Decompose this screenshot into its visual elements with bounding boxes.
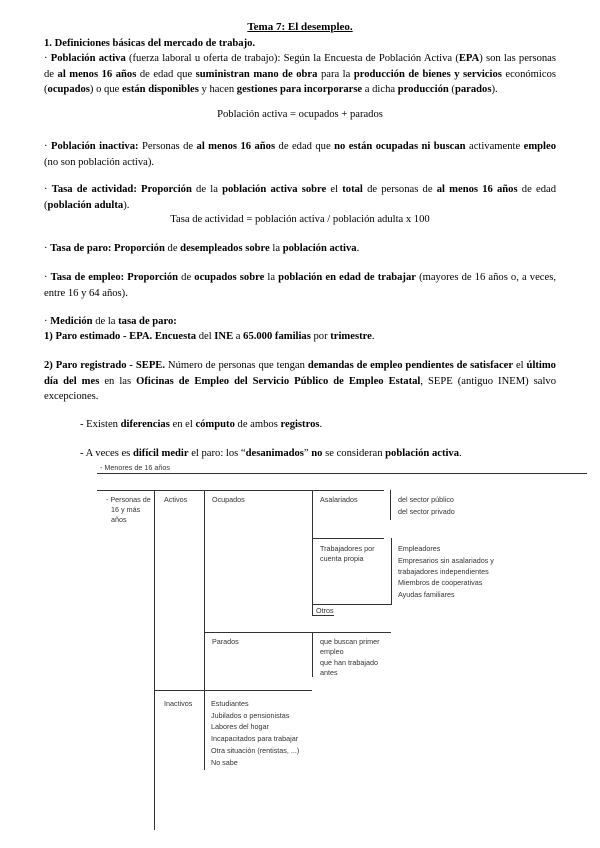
paragraph-medicion: · Medición de la tasa de paro:: [44, 316, 177, 327]
label-sector-publico: del sector público: [398, 495, 454, 504]
paragraph-poblacion-activa: · Población activa (fuerza laboral u oferta de trabajo): Según la Encuesta de Población Activa (EPA) son las personas de al menos 16 años de edad que suministran mano de obra para la producción de bienes y servicios económicos (ocupados) o que están disponibles y hacen gestiones para incorporarse a dicha producción (parados).: [44, 53, 556, 95]
label-labores-hogar: Labores del hogar: [211, 722, 269, 731]
label-sector-privado: del sector privado: [398, 507, 455, 516]
paragraph-tasa-empleo: · Tasa de empleo: Proporción de ocupados sobre la población en edad de trabajar (mayores de 16 años o, a veces, entre 16 y 64 años).: [44, 272, 556, 299]
label-cooperativas: Miembros de cooperativas: [398, 578, 483, 587]
label-otros: Otros: [316, 606, 334, 615]
label-inactivos: Inactivos: [164, 699, 193, 708]
paragraph-tasa-actividad: · Tasa de actividad: Proporción de la población activa sobre el total de personas de al menos 16 años de edad (población adulta).: [44, 184, 556, 211]
line-activos-left: [204, 490, 205, 690]
label-empleadores: Empleadores: [398, 544, 441, 553]
line-inactivos: [154, 690, 204, 691]
paragraph-paro-estimado: 1) Paro estimado - EPA. Encuesta del INE a 65.000 familias por trimestre.: [44, 331, 375, 342]
line-menores: [97, 473, 587, 474]
line-parados: [204, 632, 391, 633]
label-primer-empleo-line1: que buscan primer: [320, 637, 380, 646]
label-activos: Activos: [164, 495, 188, 504]
paragraph-tasa-paro: · Tasa de paro: Proporción de desempleados sobre la población activa.: [44, 243, 360, 254]
paragraph-paro-registrado: 2) Paro registrado - SEPE. Número de personas que tengan demandas de empleo pendientes de satisfacer el último día del mes en las Oficinas de Empleo del Servicio Público de Empleo Estatal, SEPE (antiguo INEM) salvo excepciones.: [44, 360, 556, 402]
label-estudiantes: Estudiantes: [211, 699, 249, 708]
paragraph-poblacion-inactiva: · Población inactiva: Personas de al menos 16 años de edad que no están ocupadas ni buscan activamente empleo (no son población activa).: [44, 141, 556, 168]
line-parados-bottom: [204, 690, 312, 691]
line-main: [97, 490, 384, 491]
label-incapacitados: Incapacitados para trabajar: [211, 734, 299, 743]
formula-poblacion-activa: Población activa = ocupados + parados: [217, 109, 383, 120]
label-asalariados: Asalariados: [320, 495, 358, 504]
label-independientes: trabajadores independientes: [398, 567, 489, 576]
label-no-sabe: No sabe: [211, 758, 238, 767]
line-ocupados-left: [312, 490, 313, 615]
bullet-desanimados: - A veces es difícil medir el paro: los “desanimados” no se consideran población activa.: [80, 448, 462, 459]
bullet-diferencias: - Existen diferencias en el cómputo de ambos registros.: [80, 419, 323, 430]
page-title: Tema 7: El desempleo.: [247, 21, 353, 33]
label-han-trabajado-line2: antes: [320, 668, 338, 677]
label-han-trabajado-line1: que han trabajado: [320, 658, 378, 667]
label-parados: Parados: [212, 637, 239, 646]
label-ocupados: Ocupados: [212, 495, 245, 504]
line-inactivos-right: [204, 690, 205, 770]
label-personas-line3: años: [111, 515, 127, 524]
formula-tasa-actividad: Tasa de actividad = población activa / población adulta x 100: [170, 214, 430, 225]
line-asalariados-right: [390, 490, 391, 520]
label-empresarios: Empresarios sin asalariados y: [398, 556, 494, 565]
label-personas-line1: - Personas de: [106, 495, 151, 504]
label-cuenta-propia-line1: Trabajadores por: [320, 544, 375, 553]
label-menores: - Menores de 16 años: [100, 463, 170, 472]
label-primer-empleo-line2: empleo: [320, 647, 344, 656]
line-parados-inner: [312, 632, 313, 677]
label-ayudas: Ayudas familiares: [398, 590, 455, 599]
label-otra-situacion: Otra situación (rentistas, ...): [211, 746, 300, 755]
line-personas-left: [154, 490, 155, 830]
line-cuenta-right: [391, 538, 392, 604]
label-personas-line2: 16 y más: [111, 505, 141, 514]
label-jubilados: Jubilados o pensionistas: [211, 711, 290, 720]
section-heading: 1. Definiciones básicas del mercado de trabajo.: [44, 38, 256, 49]
label-cuenta-propia-line2: cuenta propia: [320, 554, 364, 563]
line-asalariados: [312, 538, 384, 539]
line-cuenta-propia: [312, 604, 392, 605]
